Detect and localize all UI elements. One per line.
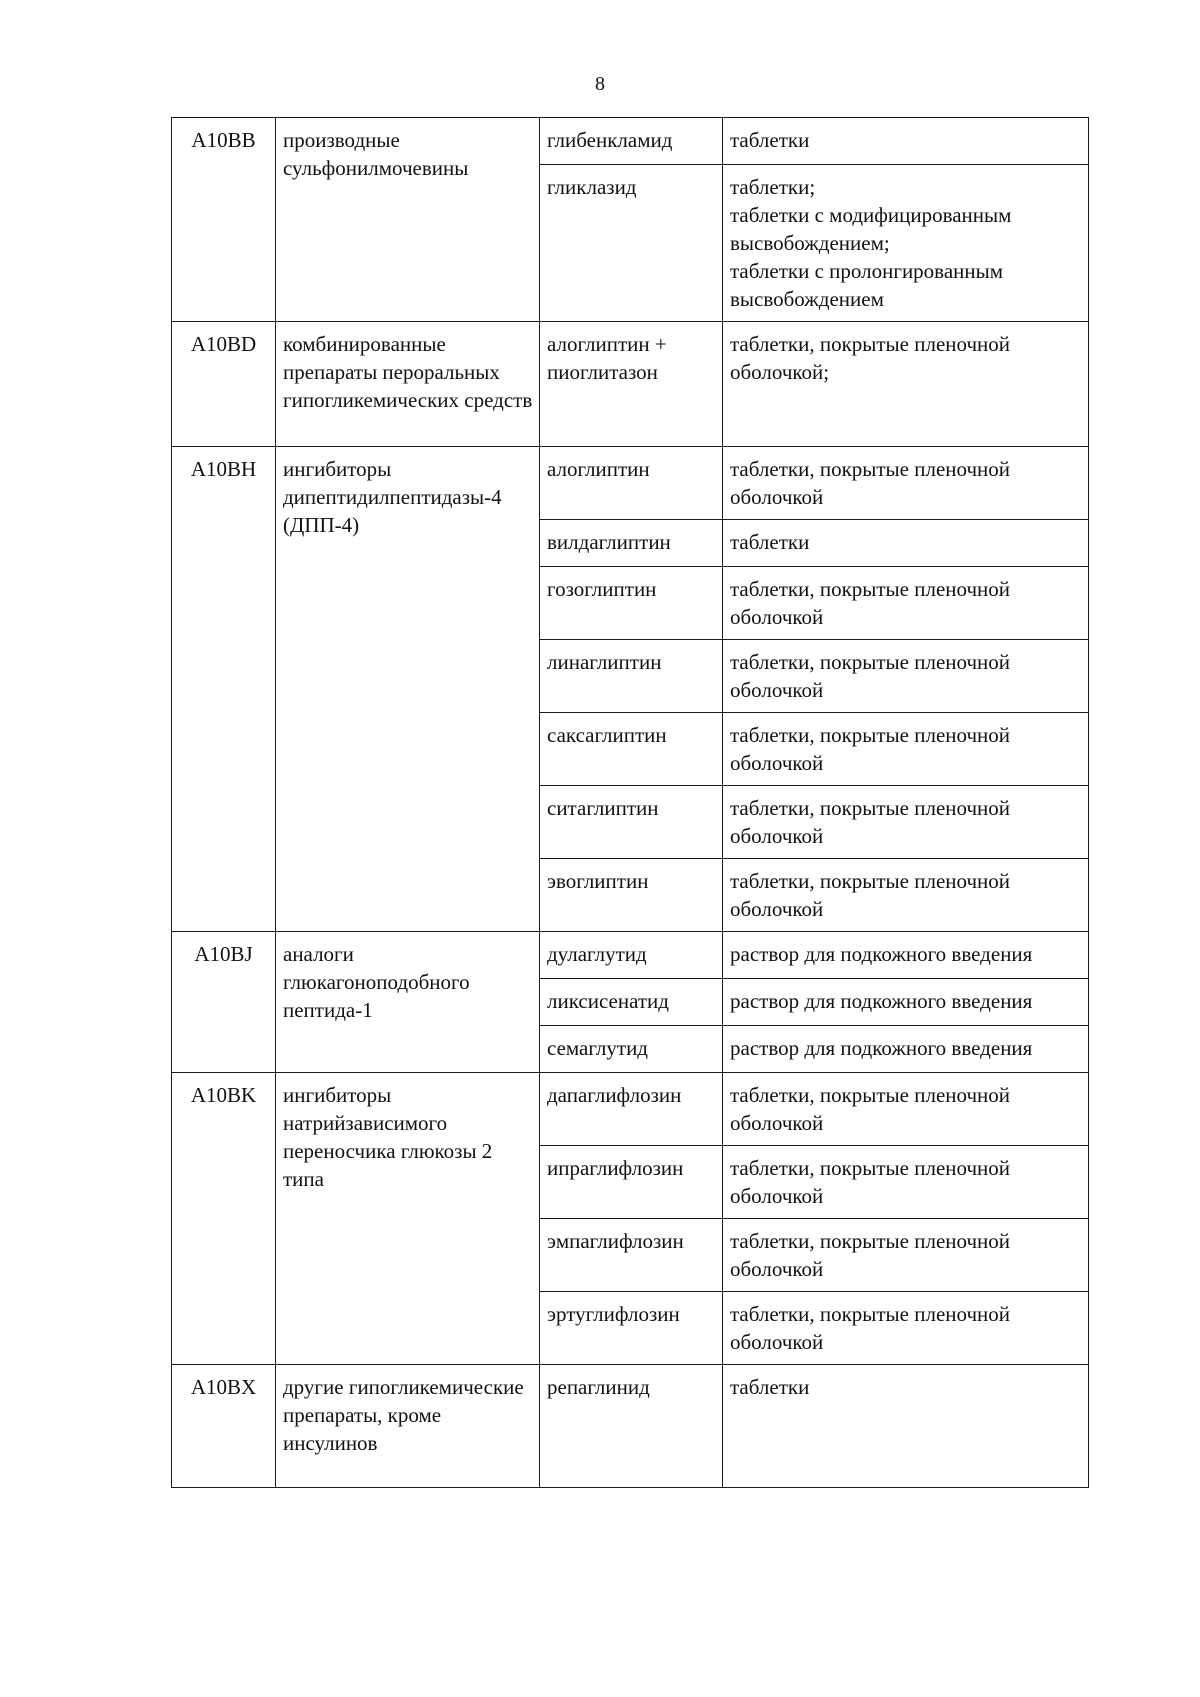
table-row: [172, 118, 1089, 165]
dosage-form-line: таблетки, покрытые пленочной оболочкой: [730, 1229, 1011, 1281]
dosage-form-cell: [723, 1073, 1089, 1146]
dosage-form-cell: [723, 786, 1089, 859]
group-name-cell: ингибиторы дипептидилпептидазы-4 (ДПП-4): [276, 447, 540, 932]
table-row: [172, 447, 1089, 520]
dosage-form-line: таблетки, покрытые пленочной оболочкой: [730, 1083, 1011, 1135]
group-name-cell: комбинированные препараты пероральных гипогликемических средств: [276, 322, 540, 447]
dosage-form-cell: [723, 447, 1089, 520]
group-name-cell: аналоги глюкагоноподобного пептида-1: [276, 932, 540, 1073]
drug-table: [171, 117, 1089, 1488]
group-name-cell: ингибиторы натрийзависимого переносчика глюкозы 2 типа: [276, 1073, 540, 1365]
drug-name-cell: дапаглифлозин: [540, 1073, 723, 1146]
dosage-form-line: таблетки с пролонгированным высвобождением: [730, 259, 1004, 311]
dosage-form-line: таблетки, покрытые пленочной оболочкой: [730, 796, 1011, 848]
drug-name-cell: гозоглиптин: [540, 567, 723, 640]
group-name-cell: производные сульфонилмочевины: [276, 118, 540, 322]
table-row: [172, 1073, 1089, 1146]
dosage-form-cell: [723, 520, 1089, 567]
dosage-form-cell: [723, 1292, 1089, 1365]
drug-name-cell: семаглутид: [540, 1026, 723, 1073]
atc-code-cell: A10BD: [172, 322, 276, 447]
atc-code-cell: A10BX: [172, 1365, 276, 1488]
drug-name-cell: репаглинид: [540, 1365, 723, 1488]
dosage-form-cell: [723, 1026, 1089, 1073]
dosage-form-line: таблетки, покрытые пленочной оболочкой: [730, 1302, 1011, 1354]
dosage-form-line: раствор для подкожного введения: [730, 942, 1033, 966]
atc-code-cell: A10BK: [172, 1073, 276, 1365]
drug-name-cell: глибенкламид: [540, 118, 723, 165]
dosage-form-line: таблетки: [730, 530, 810, 554]
atc-code-cell: A10BB: [172, 118, 276, 322]
dosage-form-cell: [723, 1146, 1089, 1219]
dosage-form-cell: [723, 713, 1089, 786]
dosage-form-line: таблетки: [730, 1375, 810, 1399]
dosage-form-cell: [723, 118, 1089, 165]
drug-name-cell: ликсисенатид: [540, 979, 723, 1026]
page-number: 8: [595, 73, 605, 95]
atc-code-cell: A10BJ: [172, 932, 276, 1073]
dosage-form-cell: [723, 979, 1089, 1026]
dosage-form-line: таблетки, покрытые пленочной оболочкой: [730, 1156, 1011, 1208]
dosage-form-line: таблетки, покрытые пленочной оболочкой;: [730, 332, 1011, 384]
drug-name-cell: эмпаглифлозин: [540, 1219, 723, 1292]
dosage-form-line: раствор для подкожного введения: [730, 989, 1033, 1013]
dosage-form-line: таблетки;: [730, 175, 816, 199]
drug-name-cell: гликлазид: [540, 165, 723, 322]
table-row: [172, 932, 1089, 979]
dosage-form-cell: [723, 640, 1089, 713]
dosage-form-line: таблетки, покрытые пленочной оболочкой: [730, 457, 1011, 509]
drug-name-cell: ситаглиптин: [540, 786, 723, 859]
table-row: [172, 322, 1089, 447]
drug-name-cell: эвоглиптин: [540, 859, 723, 932]
dosage-form-line: раствор для подкожного введения: [730, 1036, 1033, 1060]
drug-name-cell: линаглиптин: [540, 640, 723, 713]
dosage-form-line: таблетки, покрытые пленочной оболочкой: [730, 869, 1011, 921]
drug-name-cell: ипраглифлозин: [540, 1146, 723, 1219]
table-row: [172, 1365, 1089, 1488]
dosage-form-cell: [723, 567, 1089, 640]
drug-name-cell: саксаглиптин: [540, 713, 723, 786]
dosage-form-cell: [723, 165, 1089, 322]
dosage-form-cell: [723, 322, 1089, 447]
atc-code-cell: A10BH: [172, 447, 276, 932]
dosage-form-line: таблетки с модифицированным высвобождением;: [730, 203, 1012, 255]
drug-name-cell: вилдаглиптин: [540, 520, 723, 567]
drug-name-cell: алоглиптин + пиоглитазон: [540, 322, 723, 447]
drug-name-cell: алоглиптин: [540, 447, 723, 520]
dosage-form-line: таблетки, покрытые пленочной оболочкой: [730, 577, 1011, 629]
dosage-form-cell: [723, 859, 1089, 932]
dosage-form-cell: [723, 1365, 1089, 1488]
dosage-form-line: таблетки: [730, 128, 810, 152]
dosage-form-cell: [723, 1219, 1089, 1292]
dosage-form-line: таблетки, покрытые пленочной оболочкой: [730, 650, 1011, 702]
group-name-cell: другие гипогликемические препараты, кроме инсулинов: [276, 1365, 540, 1488]
drug-name-cell: эртуглифлозин: [540, 1292, 723, 1365]
dosage-form-line: таблетки, покрытые пленочной оболочкой: [730, 723, 1011, 775]
dosage-form-cell: [723, 932, 1089, 979]
drug-name-cell: дулаглутид: [540, 932, 723, 979]
